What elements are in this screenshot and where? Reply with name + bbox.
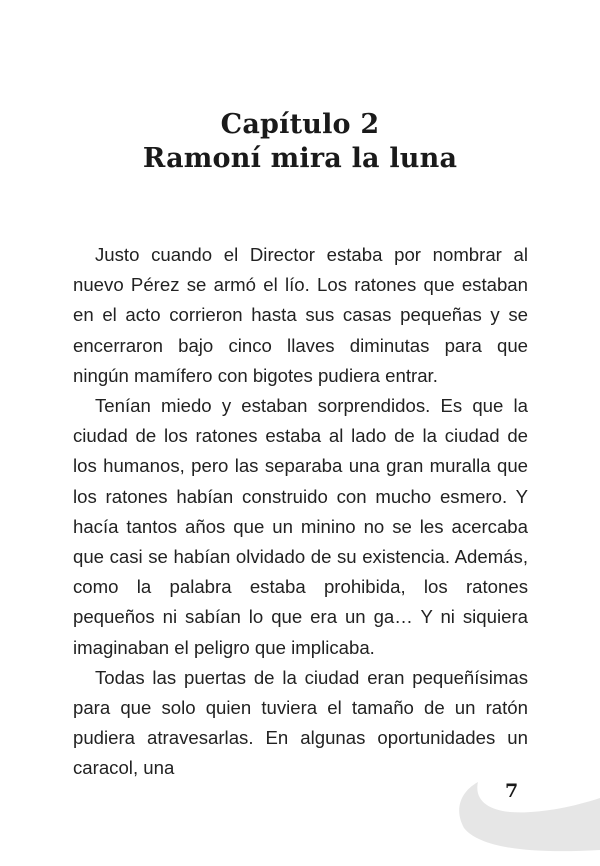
page-number: 7 xyxy=(505,780,519,802)
paragraph: Todas las puertas de la ciudad eran pequeñísimas para que solo quien tuviera el tamaño de un ratón pudiera atravesarlas. En algunas oportunidades un caracol, una xyxy=(73,666,528,779)
swoosh-decoration-icon xyxy=(440,770,600,866)
chapter-number: Capítulo 2 xyxy=(220,109,380,140)
paragraph: Justo cuando el Director estaba por nombrar al nuevo Pérez se armó el lío. Los ratones que estaban en el acto corrieron hasta sus casas pequeñas y se encerraron bajo cinco llaves diminutas para que ningún mamífero con bigotes pudiera entrar. xyxy=(73,244,528,386)
paragraph: Tenían miedo y estaban sorprendidos. Es que la ciudad de los ratones estaba al lado de la ciudad de los humanos, pero las separaba una gran muralla que los ratones habían construido con mucho esmero. Y hacía tantos años que un minino no se les acercaba que casi se habían olvidado de su existencia. Además, como la palabra estaba prohibida, los ratones pequeños ni sabían lo que era un ga… Y ni siquiera imaginaban el peligro que implicaba. xyxy=(73,395,528,658)
chapter-heading xyxy=(0,108,600,176)
chapter-body xyxy=(73,240,528,784)
chapter-title: Ramoní mira la luna xyxy=(142,143,458,174)
